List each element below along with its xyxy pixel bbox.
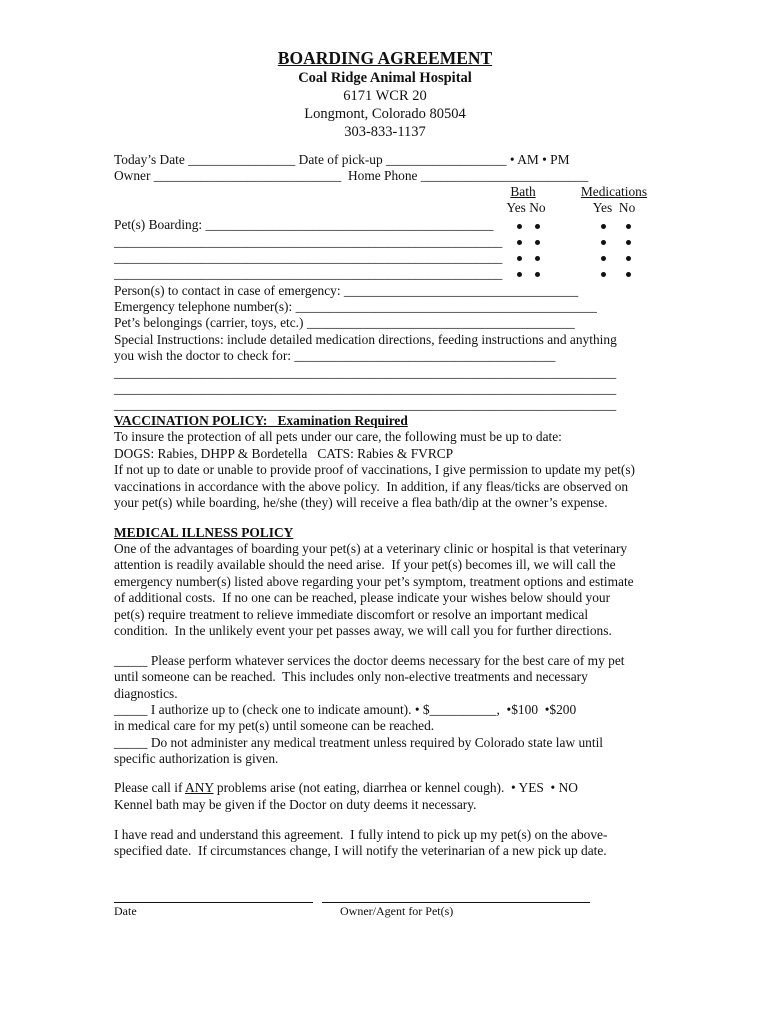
bath-no-radio-2[interactable]	[535, 240, 540, 245]
bath-no-radio-3[interactable]	[535, 256, 540, 261]
hospital-phone: 303-833-1137	[344, 124, 426, 140]
bath-yes-radio-3[interactable]	[517, 256, 522, 261]
bath-yes-radio-4[interactable]	[517, 272, 522, 277]
agreement-text-1: I have read and understand this agreement. I fully intend to pick up my pet(s) on the above-	[114, 827, 608, 842]
special-instructions-blank-2[interactable]: ___________________________________________________________________________	[114, 381, 617, 396]
med-yes-radio-4[interactable]	[601, 272, 606, 277]
pets-boarding-blank-2[interactable]: __________________________________________________________	[114, 250, 503, 265]
medical-heading: MEDICAL ILLNESS POLICY	[114, 525, 294, 540]
medications-header: Medications	[580, 184, 648, 199]
option-authorize-amount[interactable]: _____ I authorize up to (check one to indicate amount). • $__________, •$100 •$200	[114, 702, 577, 717]
vaccination-text-5: your pet(s) while boarding, he/she (they) will receive a flea bath/dip at the owner’s expense.	[114, 495, 608, 510]
med-no-radio-1[interactable]	[626, 224, 631, 229]
vaccination-text-2: DOGS: Rabies, DHPP & Bordetella CATS: Rabies & FVRCP	[114, 446, 454, 461]
emergency-phone-line[interactable]: Emergency telephone number(s): _____________________________________________	[114, 299, 597, 314]
option-authorize-amount-2: in medical care for my pet(s) until someone can be reached.	[114, 718, 435, 733]
address-line-1: 6171 WCR 20	[343, 88, 427, 104]
pets-boarding-blank-1[interactable]: __________________________________________________________	[114, 234, 503, 249]
bath-yes-radio-2[interactable]	[517, 240, 522, 245]
page-title: BOARDING AGREEMENT	[277, 48, 493, 68]
vaccination-text-3: If not up to date or unable to provide proof of vaccinations, I give permission to update my pet(s)	[114, 462, 635, 477]
date-pickup-line[interactable]: Today’s Date ________________ Date of pick-up __________________ • AM • PM	[114, 152, 570, 167]
kennel-bath-line: Kennel bath may be given if the Doctor on duty deems it necessary.	[114, 797, 477, 812]
med-no-radio-4[interactable]	[626, 272, 631, 277]
agreement-text-2: specified date. If circumstances change, I will notify the veterinarian of a new pick up date.	[114, 843, 607, 858]
special-instructions-blank-3[interactable]: ___________________________________________________________________________	[114, 397, 617, 412]
medications-yes-no: Yes No	[592, 200, 636, 215]
special-instructions-line-2[interactable]: you wish the doctor to check for: _______________________________________	[114, 348, 556, 363]
med-yes-radio-1[interactable]	[601, 224, 606, 229]
vaccination-heading: VACCINATION POLICY: Examination Required	[114, 413, 408, 428]
medical-text-6: condition. In the unlikely event your pet passes away, we will call you for further directions.	[114, 623, 612, 638]
option-perform-services-2: until someone can be reached. This includes only non-elective treatments and necessary	[114, 669, 588, 684]
vaccination-text-1: To insure the protection of all pets under our care, the following must be up to date:	[114, 429, 562, 444]
medical-text-4: of additional costs. If no one can be reached, please indicate your wishes below should your	[114, 590, 611, 605]
pets-boarding-blank-3[interactable]: __________________________________________________________	[114, 266, 503, 281]
med-yes-radio-3[interactable]	[601, 256, 606, 261]
belongings-line[interactable]: Pet’s belongings (carrier, toys, etc.) ________________________________________	[114, 315, 575, 330]
date-signature-line[interactable]	[114, 902, 313, 903]
bath-yes-radio-1[interactable]	[517, 224, 522, 229]
hospital-name: Coal Ridge Animal Hospital	[298, 70, 472, 86]
date-label: Date	[114, 904, 137, 918]
special-instructions-blank-1[interactable]: ___________________________________________________________________________	[114, 365, 617, 380]
bath-no-radio-4[interactable]	[535, 272, 540, 277]
option-perform-services[interactable]: _____ Please perform whatever services the doctor deems necessary for the best care of my pet	[114, 653, 625, 668]
vaccination-text-4: vaccinations in accordance with the above policy. In addition, if any fleas/ticks are observed on	[114, 479, 629, 494]
option-no-treatment-2: specific authorization is given.	[114, 751, 279, 766]
pets-boarding-line[interactable]: Pet(s) Boarding: ___________________________________________	[114, 217, 494, 232]
option-no-treatment[interactable]: _____ Do not administer any medical treatment unless required by Colorado state law until	[114, 735, 604, 750]
medical-text-2: attention is readily available should the need arise. If your pet(s) becomes ill, we will call the	[114, 557, 616, 572]
address-line-2: Longmont, Colorado 80504	[304, 106, 466, 122]
bath-header: Bath	[510, 184, 536, 199]
call-if-problems-line[interactable]: Please call if ANY problems arise (not eating, diarrhea or kennel cough). • YES • NO	[114, 780, 578, 795]
owner-agent-label: Owner/Agent for Pet(s)	[340, 904, 454, 918]
bath-yes-no: Yes No	[506, 200, 546, 215]
bath-no-radio-1[interactable]	[535, 224, 540, 229]
medical-text-3: emergency number(s) listed above regarding your pet’s symptom, treatment options and estimate	[114, 574, 634, 589]
owner-phone-line[interactable]: Owner ____________________________ Home Phone _________________________	[114, 168, 589, 183]
option-perform-services-3: diagnostics.	[114, 686, 178, 701]
med-no-radio-3[interactable]	[626, 256, 631, 261]
medical-text-5: pet(s) require treatment to relieve immediate discomfort or resolve an important medical	[114, 607, 589, 622]
emergency-contact-line[interactable]: Person(s) to contact in case of emergency: ___________________________________	[114, 283, 579, 298]
medical-text-1: One of the advantages of boarding your pet(s) at a veterinary clinic or hospital is that veterinary	[114, 541, 628, 556]
owner-signature-line[interactable]	[322, 902, 590, 903]
special-instructions-line-1: Special Instructions: include detailed medication directions, feeding instructions and anything	[114, 332, 617, 347]
med-yes-radio-2[interactable]	[601, 240, 606, 245]
med-no-radio-2[interactable]	[626, 240, 631, 245]
